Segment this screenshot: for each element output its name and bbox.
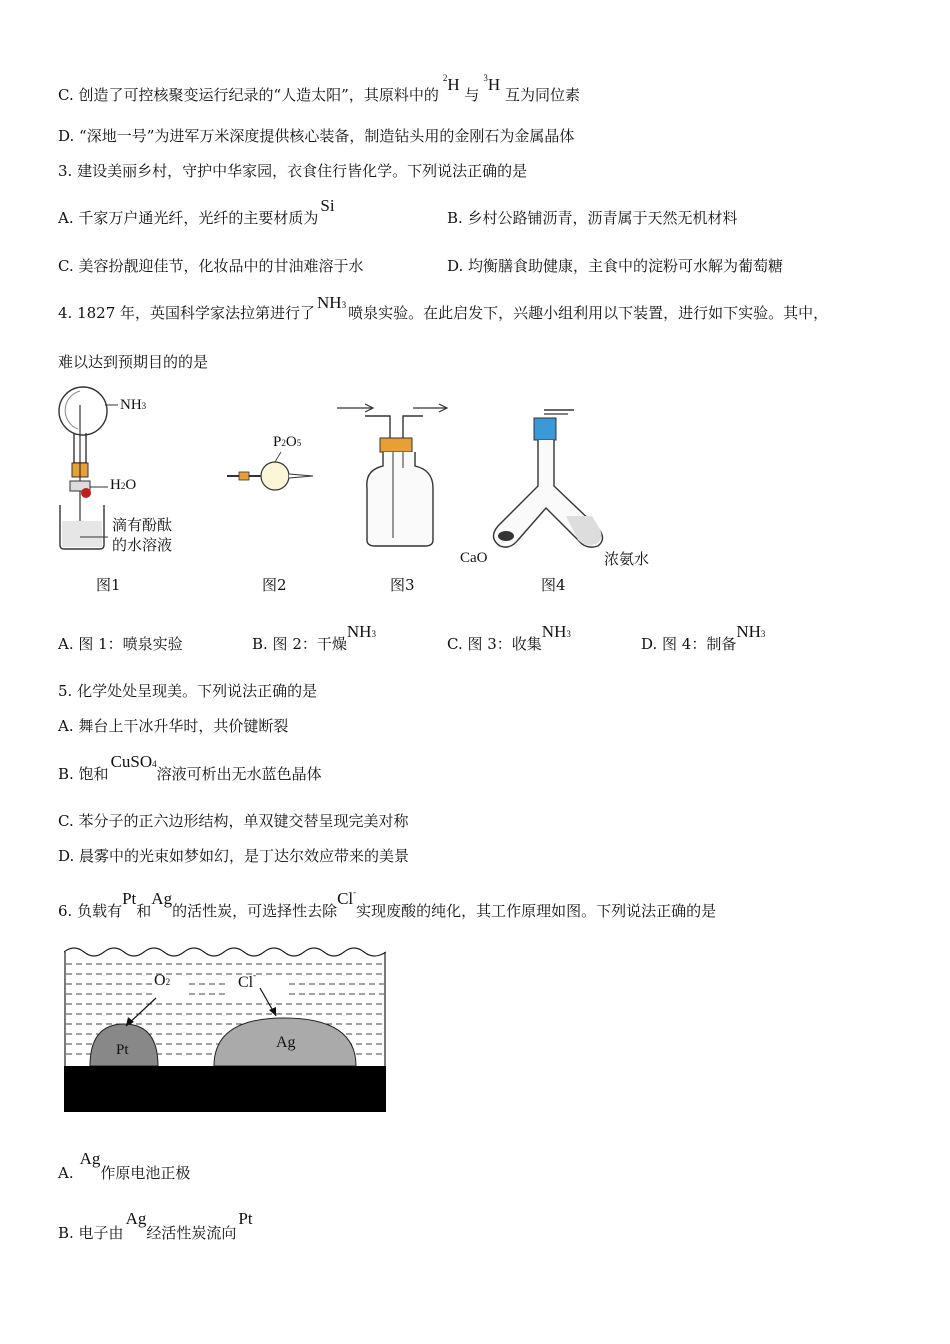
activated-carbon-diagram-icon — [64, 944, 386, 1112]
q6-fig-cl-label: Cl- — [238, 970, 257, 991]
fig1-caption: 图1 — [96, 576, 121, 594]
q4-figure-3 — [335, 398, 455, 553]
fig1-liquid-label: 滴有酚酞 的水溶液 — [112, 516, 173, 554]
q4-figure-2 — [225, 430, 325, 500]
q6-figure — [64, 944, 386, 1112]
q4-stem-line2: 难以达到预期目的的是 — [58, 353, 209, 371]
gas-collecting-bottle-icon — [335, 398, 455, 553]
q3-option-c: C. 美容扮靓迎佳节，化妆品中的甘油难溶于水 — [58, 257, 364, 275]
fig4-cao-label: CaO — [460, 550, 488, 566]
fig4-ammonia-label: 浓氨水 — [604, 550, 650, 568]
q3-stem: 3. 建设美丽乡村，守护中华家园，衣食住行皆化学。下列说法正确的是 — [58, 162, 528, 180]
q4-option-a: A. 图 1：喷泉实验 — [58, 635, 183, 653]
fig1-h2o-label: H2O — [110, 477, 137, 493]
fig3-caption: 图3 — [390, 576, 415, 594]
q6-fig-o2-label: O2 — [154, 972, 171, 989]
q4-option-d: D. 图 4：制备NH3 — [641, 622, 766, 653]
q6-option-b: B. 电子由Ag经活性炭流向Pt — [58, 1209, 253, 1242]
q3-option-d: D. 均衡膳食助健康，主食中的淀粉可水解为葡萄糖 — [447, 257, 784, 275]
fig2-p2o5-label: P2O5 — [273, 434, 302, 450]
q4-stem: 4. 1827 年，英国科学家法拉第进行了NH3 喷泉实验。在此启发下，兴趣小组利用以下装置，进行如下实验。其中， — [58, 293, 829, 322]
q5-option-b: B. 饱和CuSO4溶液可析出无水蓝色晶体 — [58, 752, 322, 783]
q4-figure-1 — [50, 385, 210, 560]
q4-option-b: B. 图 2：干燥NH3 — [252, 622, 376, 653]
q5-stem: 5. 化学处处呈现美。下列说法正确的是 — [58, 682, 318, 700]
fig2-caption: 图2 — [262, 576, 287, 594]
q3-option-b: B. 乡村公路铺沥青，沥青属于天然无机材料 — [447, 209, 738, 227]
q6-fig-ag-label: Ag — [276, 1034, 296, 1051]
q5-option-c: C. 苯分子的正六边形结构，单双键交替呈现完美对称 — [58, 812, 409, 830]
q6-stem: 6. 负载有Pt和Ag的活性炭，可选择性去除Cl-实现废酸的纯化，其工作原理如图。下列说法正确的是 — [58, 887, 717, 920]
fig4-caption: 图4 — [541, 576, 566, 594]
q4-figure-4 — [458, 398, 668, 573]
y-tube-apparatus-icon — [458, 398, 668, 563]
q4-option-c: C. 图 3：收集NH3 — [447, 622, 571, 653]
q5-option-d: D. 晨雾中的光束如梦如幻，是丁达尔效应带来的美景 — [58, 847, 410, 865]
q3-option-a: A. 千家万户通光纤，光纤的主要材质为Si — [58, 196, 335, 227]
q2-option-c: C. 创造了可控核聚变运行纪录的“人造太阳”，其原料中的$^2$H 与$^3$H 互为同位素 — [58, 73, 580, 104]
q2-option-c-text: C. 创造了可控核聚变运行纪录的“人造太阳”，其原料中的 — [58, 86, 439, 104]
q5-option-a: A. 舞台上干冰升华时，共价键断裂 — [58, 717, 289, 735]
q6-fig-pt-label: Pt — [116, 1042, 129, 1058]
q6-option-a: A.Ag作原电池正极 — [58, 1149, 191, 1182]
q2-option-d: D. “深地一号”为进军万米深度提供核心装备，制造钻头用的金刚石为金属晶体 — [58, 127, 575, 145]
fig1-nh3-label: NH3 — [120, 397, 147, 413]
